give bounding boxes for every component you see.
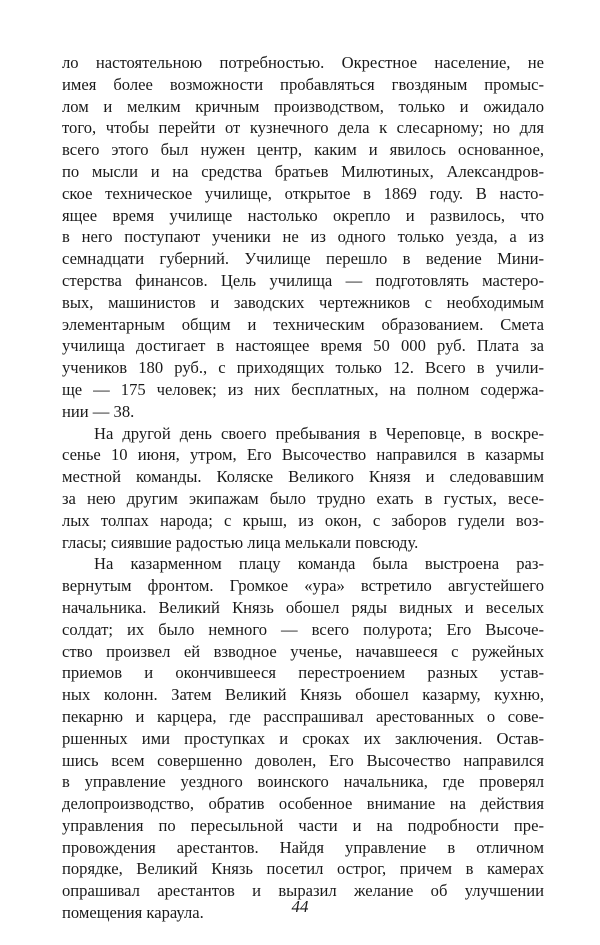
text-line: ных колонн. Затем Великий Князь обошел казарму, кухню, — [62, 685, 544, 705]
text-line: учеников 180 руб., с приходящих только 12. Всего в учили- — [62, 358, 544, 378]
paragraph — [62, 52, 544, 423]
text-line: гласы; сиявшие радостью лица мелькали повсюду. — [62, 532, 419, 552]
text-line: провождения арестантов. Найдя управление в отличном — [62, 837, 544, 857]
text-line: управления по пересыльной части и на подробности пре- — [62, 815, 544, 835]
text-line: за нею другим экипажам было трудно ехать в густых, весе- — [62, 488, 544, 508]
text-line: местной команды. Коляске Великого Князя и следовавшим — [62, 467, 544, 487]
text-line: приемов и окончившееся перестроением разных устав- — [62, 663, 544, 683]
text-line: лых толпах народа; с крыш, из окон, с заборов гудели воз- — [62, 510, 544, 530]
text-line: имея более возможности пробавляться гвоздяным промыс- — [62, 74, 544, 94]
text-line: пекарню и карцера, где расспрашивал арестованных о сове- — [62, 706, 544, 726]
text-line: элементарным общим и техническим образованием. Смета — [62, 314, 544, 334]
page-number: 44 — [291, 897, 309, 916]
body-text — [62, 52, 544, 924]
text-line: солдат; их было немного — всего полурота; Его Высоче- — [62, 619, 544, 639]
text-line: шись всем совершенно доволен, Его Высочество направился — [62, 750, 544, 770]
text-line: На другой день своего пребывания в Череповце, в воскре- — [94, 423, 544, 443]
text-line: опрашивал арестантов и выразил желание об улучшении — [62, 881, 544, 901]
text-line: ство произвел ей взводное ученье, начавшееся с ружейных — [62, 641, 544, 661]
text-line: делопроизводство, обратив особенное внимание на действия — [62, 794, 544, 814]
text-line: ще — 175 человек; из них бесплатных, на полном содержа- — [62, 379, 544, 399]
text-line: нии — 38. — [62, 401, 135, 421]
text-line: того, чтобы перейти от кузнечного дела к слесарному; но для — [62, 118, 544, 138]
text-line: стерства финансов. Цель училища — подготовлять мастеро- — [62, 270, 544, 290]
text-line: ло настоятельною потребностью. Окрестное население, не — [62, 53, 544, 72]
text-line: всего этого был нужен центр, каким и явилось основанное, — [62, 140, 544, 160]
text-line: На казарменном плацу команда была выстроена раз- — [94, 554, 544, 574]
text-line: помещения караула. — [62, 903, 204, 923]
text-line: семнадцати губерний. Училище перешло в ведение Мини- — [62, 249, 544, 269]
paragraph — [62, 553, 544, 924]
text-line: ское техническое училище, открытое в 1869 году. В насто- — [62, 183, 544, 203]
paragraph — [62, 423, 544, 554]
text-line: училища достигает в настоящее время 50 000 руб. Плата за — [62, 336, 544, 356]
text-line: ящее время училище настолько окрепло и развилось, что — [62, 205, 544, 225]
text-line: сенье 10 июня, утром, Его Высочество направился в казармы — [62, 445, 544, 465]
text-line: лом и мелким кричным производством, только и ожидало — [62, 96, 544, 116]
text-line: в управление уездного воинского начальника, где проверял — [62, 772, 544, 792]
text-line: вых, машинистов и заводских чертежников с необходимым — [62, 292, 544, 312]
text-line: по мысли и на средства братьев Милютиных, Александров- — [62, 161, 544, 181]
text-line: в него поступают ученики не из одного только уезда, а из — [62, 227, 544, 247]
text-line: ршенных ими проступках и сроках их заключения. Остав- — [62, 728, 544, 748]
text-line: порядке, Великий Князь посетил острог, причем в камерах — [62, 859, 544, 879]
text-line: начальника. Великий Князь обошел ряды видных и веселых — [62, 597, 544, 617]
text-line: вернутым фронтом. Громкое «ура» встретило августейшего — [62, 576, 544, 596]
